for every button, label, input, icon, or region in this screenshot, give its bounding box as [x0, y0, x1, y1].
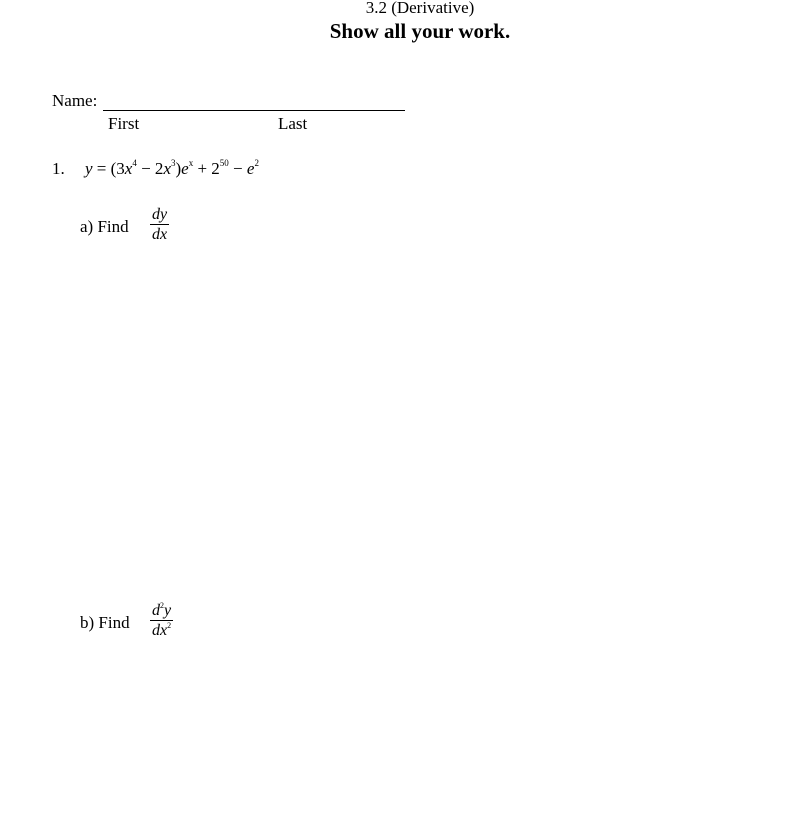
eq-exponent: 4: [132, 158, 137, 168]
question-number: 1.: [52, 159, 65, 178]
eq-x: x: [163, 159, 171, 178]
fraction-bar: [150, 224, 169, 225]
fraction-numerator: [150, 602, 173, 619]
name-underline: [103, 110, 405, 111]
denominator-dx: dx: [152, 622, 168, 639]
last-name-label: Last: [278, 114, 308, 133]
eq-e: e: [181, 159, 189, 178]
eq-part: − 2: [136, 159, 164, 178]
numerator-d: d: [152, 602, 160, 619]
first-name-label: First: [108, 114, 140, 133]
eq-exponent: x: [188, 158, 194, 168]
worksheet-title: Show all your work.: [329, 19, 511, 43]
part-a-label: a) Find: [80, 217, 129, 236]
eq-part: = (3: [92, 159, 125, 178]
fraction-denominator: dx: [152, 226, 168, 243]
numerator-y: y: [164, 602, 172, 619]
name-label: Name:: [52, 91, 98, 110]
fraction-denominator: [150, 622, 173, 639]
eq-exponent: 50: [219, 158, 229, 168]
part-a-fraction: [150, 206, 169, 243]
eq-x: x: [124, 159, 133, 178]
part-b-label: b) Find: [80, 613, 130, 632]
eq-part: −: [228, 159, 247, 178]
worksheet-subtitle: 3.2 (Derivative): [365, 0, 475, 17]
eq-part: ): [175, 159, 182, 178]
numerator-exponent: 2: [160, 601, 164, 610]
eq-y: y: [85, 159, 93, 178]
eq-part: + 2: [193, 159, 220, 178]
denominator-exponent: 2: [167, 621, 172, 630]
question-equation: [85, 159, 259, 179]
eq-exponent: 2: [254, 158, 259, 168]
eq-e: e: [246, 159, 255, 178]
eq-exponent: 3: [170, 158, 176, 168]
part-b-fraction: [150, 602, 173, 639]
fraction-numerator: dy: [152, 206, 168, 223]
